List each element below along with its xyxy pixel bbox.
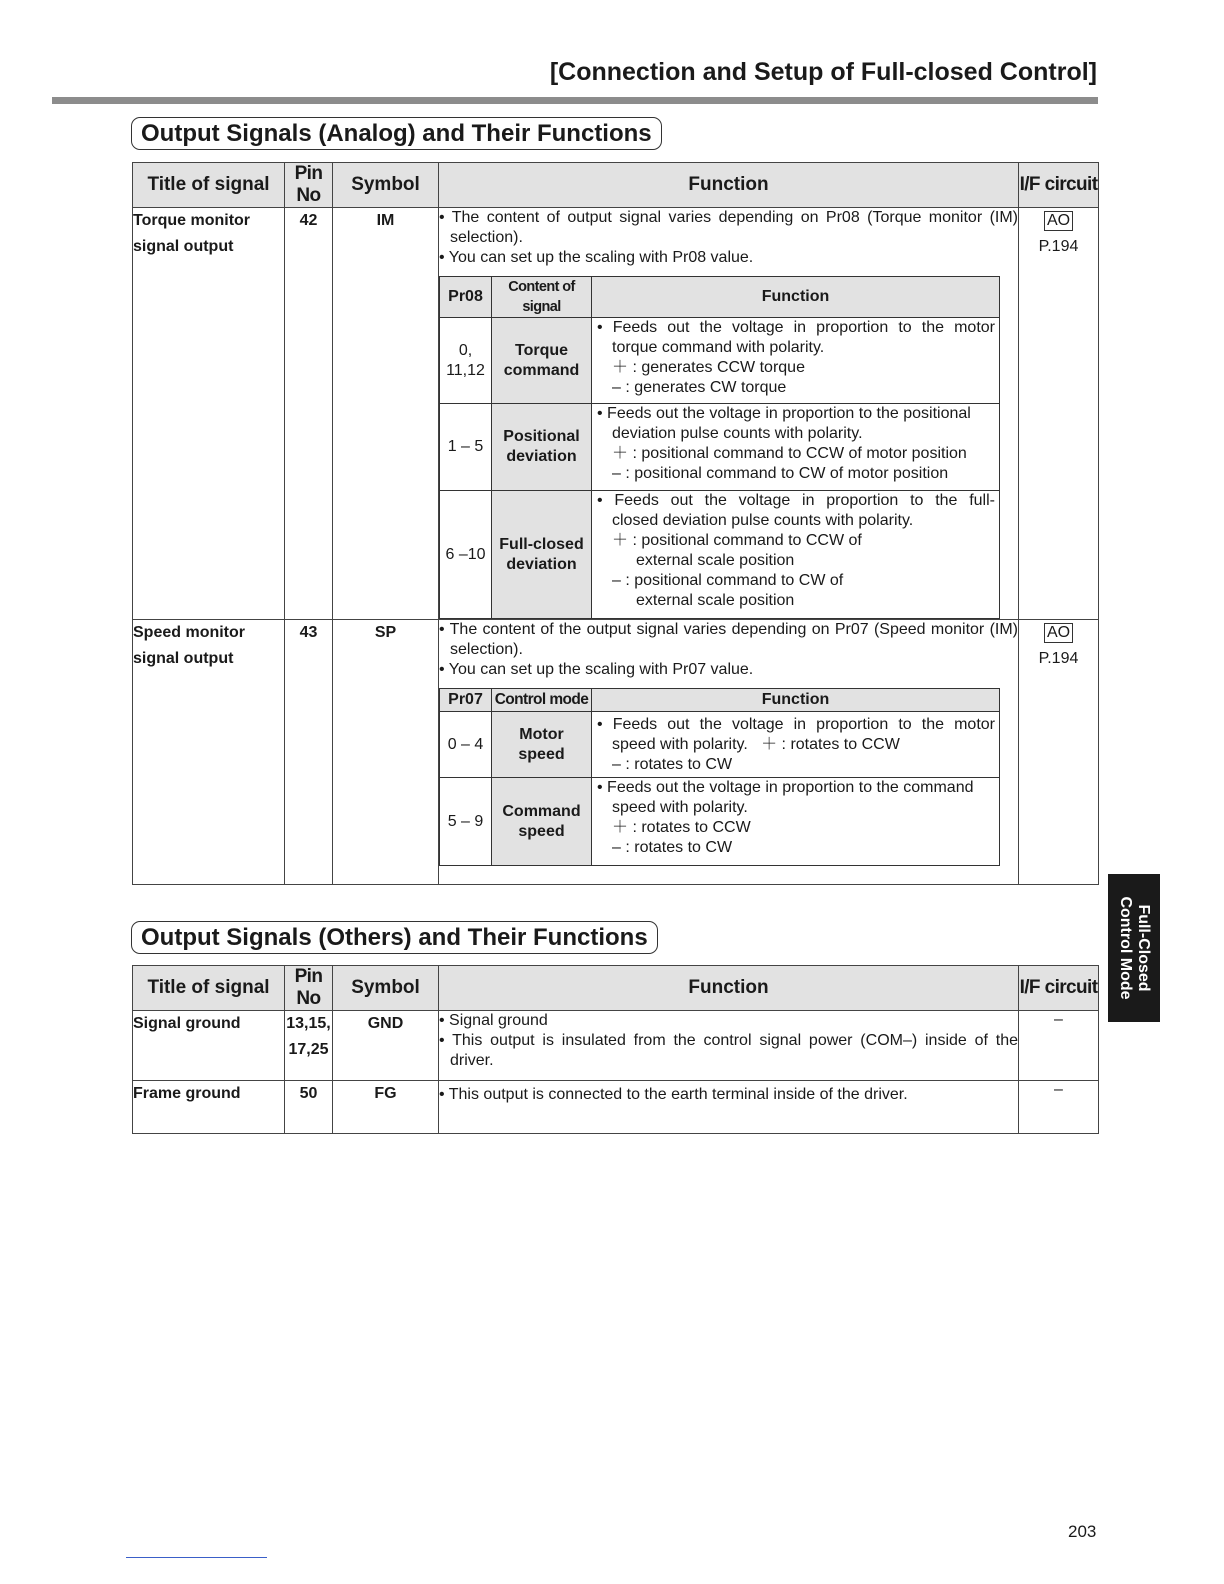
sub-code: 1 – 5 [440, 404, 492, 491]
function-bullet: • This output is insulated from the control signal power (COM–) inside of the driver. [439, 1032, 1018, 1069]
function-bullet: • This output is connected to the earth terminal inside of the driver. [439, 1086, 908, 1103]
header-rule [52, 97, 1098, 104]
col-symbol: Symbol [333, 966, 439, 1011]
page-header-title: [Connection and Setup of Full-closed Control] [549, 58, 1097, 86]
subtable-row [440, 491, 1000, 619]
col-function: Function [439, 163, 1019, 208]
others-section-title: Output Signals (Others) and Their Functions [131, 921, 658, 954]
sub-content-line: Full-closed [499, 535, 584, 553]
sub-content [492, 404, 592, 491]
sub-function-line: speed with polarity. ＋ : rotates to CCW [612, 736, 900, 753]
if-circuit-page-ref: P.194 [1038, 238, 1079, 255]
pin-number: 50 [285, 1081, 333, 1134]
function-bullet: • Signal ground [439, 1012, 548, 1029]
if-circuit: – [1019, 1011, 1099, 1081]
function-description [439, 208, 1019, 620]
sub-function-line: • Feeds out the voltage in proportion to the command [597, 779, 974, 796]
signal-symbol: SP [333, 620, 439, 885]
sub-function-line: ＋ : positional command to CCW of [612, 532, 862, 549]
sub-function [592, 491, 1000, 619]
sub-code: 5 – 9 [440, 778, 492, 866]
sub-function-line: – : positional command to CW of motor position [612, 465, 949, 482]
function-description [439, 1081, 1019, 1134]
sub-function-line: torque command with polarity. [612, 339, 825, 356]
sub-content [492, 712, 592, 778]
sub-function [592, 404, 1000, 491]
if-circuit [1019, 208, 1099, 620]
pr08-subtable [439, 276, 1000, 619]
sub-code-line: 11,12 [446, 361, 485, 379]
subcol-function: Function [592, 277, 1000, 318]
signal-title-line: signal output [133, 650, 234, 667]
pin-number-line: 17,25 [288, 1041, 329, 1058]
sub-function-line: • Feeds out the voltage in proportion to the positional [597, 405, 971, 422]
subtable-row [440, 318, 1000, 404]
signal-title-line: Torque monitor [133, 212, 251, 229]
col-title-of-signal: Title of signal [133, 163, 285, 208]
sub-function-line: external scale position [636, 552, 795, 569]
sub-content [492, 778, 592, 866]
sub-content-line: speed [518, 822, 565, 840]
subtable-header [440, 277, 1000, 318]
subcol-function: Function [592, 689, 1000, 712]
pin-number [285, 1011, 333, 1081]
table-row-speed-monitor [133, 620, 1099, 885]
sub-function [592, 778, 1000, 866]
pr07-subtable [439, 688, 1000, 866]
if-circuit-page-ref: P.194 [1038, 650, 1079, 667]
if-circuit: – [1019, 1081, 1099, 1134]
page-number: 203 [1068, 1522, 1097, 1541]
sub-code: 6 –10 [440, 491, 492, 619]
chapter-side-tab[interactable] [1108, 874, 1160, 1022]
sub-function-line: deviation pulse counts with polarity. [612, 425, 863, 442]
sub-code [440, 318, 492, 404]
subcol-code: Pr07 [440, 689, 492, 712]
col-pin-no: Pin No [285, 163, 333, 208]
signal-title [133, 208, 285, 620]
sub-code-line: 0, [458, 341, 473, 359]
col-if-circuit: I/F circuit [1019, 163, 1099, 208]
footer-link-underline[interactable] [126, 1557, 267, 1558]
sub-function-line: ＋ : generates CCW torque [612, 359, 805, 376]
if-circuit [1019, 620, 1099, 885]
sub-content-line: deviation [506, 448, 577, 465]
sub-content-line: Torque [514, 341, 569, 359]
subtable-row [440, 778, 1000, 866]
sub-function-line: external scale position [636, 592, 795, 609]
subcol-content: Control mode [492, 689, 592, 712]
analog-section-title: Output Signals (Analog) and Their Functions [131, 117, 662, 150]
signal-title [133, 620, 285, 885]
side-tab-line: Control Mode [1117, 896, 1134, 1000]
sub-function-line: closed deviation pulse counts with polarity. [612, 512, 914, 529]
analog-table-header [133, 163, 1099, 208]
col-function: Function [439, 966, 1019, 1011]
table-row-frame-ground [133, 1081, 1099, 1134]
sub-content [492, 318, 592, 404]
sub-function-line: • Feeds out the voltage in proportion to the motor [597, 319, 995, 336]
pin-number: 42 [285, 208, 333, 620]
function-description [439, 620, 1019, 885]
sub-content-line: deviation [506, 555, 577, 573]
sub-content-line: Positional [503, 428, 580, 445]
function-bullet: • The content of the output signal varies depending on Pr07 (Speed monitor (IM) selection). [439, 621, 1018, 658]
function-bullet: • You can set up the scaling with Pr07 value. [439, 661, 754, 678]
chapter-side-tab-label [1116, 896, 1152, 999]
subtable-row [440, 712, 1000, 778]
signal-symbol: FG [333, 1081, 439, 1134]
signal-symbol: GND [333, 1011, 439, 1081]
sub-function-line: – : rotates to CW [612, 839, 733, 856]
other-signals-table [132, 965, 1099, 1134]
ao-circuit-box: AO [1044, 211, 1073, 231]
col-symbol: Symbol [333, 163, 439, 208]
function-bullet: • You can set up the scaling with Pr08 value. [439, 249, 754, 266]
sub-function-line: ＋ : positional command to CCW of motor position [612, 445, 967, 462]
subcol-content: Content of signal [492, 277, 592, 318]
subtable-row [440, 404, 1000, 491]
table-row-torque-monitor [133, 208, 1099, 620]
table-row-signal-ground [133, 1011, 1099, 1081]
subcol-code: Pr08 [440, 277, 492, 318]
sub-content-line: Command [502, 802, 581, 820]
subtable-header [440, 689, 1000, 712]
sub-function-line: ＋ : rotates to CCW [612, 819, 751, 836]
sub-function-line: • Feeds out the voltage in proportion to the motor [597, 716, 995, 733]
sub-function [592, 318, 1000, 404]
function-description [439, 1011, 1019, 1081]
sub-function-line: • Feeds out the voltage in proportion to the full- [597, 492, 995, 509]
signal-title: Signal ground [133, 1011, 285, 1081]
analog-signals-table [132, 162, 1099, 885]
col-title-of-signal: Title of signal [133, 966, 285, 1011]
ao-circuit-box: AO [1044, 623, 1073, 643]
col-pin-no: Pin No [285, 966, 333, 1011]
sub-content-line: Motor [519, 725, 564, 743]
pin-number: 43 [285, 620, 333, 885]
sub-content-line: speed [518, 745, 565, 763]
function-bullet: • The content of output signal varies depending on Pr08 (Torque monitor (IM) selection). [439, 209, 1018, 246]
side-tab-line: Full-Closed [1135, 904, 1152, 992]
pin-number-line: 13,15, [286, 1015, 331, 1032]
sub-function-line: – : generates CW torque [612, 379, 787, 396]
sub-function-line: – : positional command to CW of [612, 572, 844, 589]
sub-content-line: command [503, 361, 580, 379]
signal-title-line: signal output [133, 238, 234, 255]
sub-function-line: – : rotates to CW [612, 756, 733, 773]
sub-content [492, 491, 592, 619]
signal-title: Frame ground [133, 1081, 285, 1134]
sub-code: 0 – 4 [440, 712, 492, 778]
sub-function [592, 712, 1000, 778]
sub-function-line: speed with polarity. [612, 799, 748, 816]
signal-symbol: IM [333, 208, 439, 620]
col-if-circuit: I/F circuit [1019, 966, 1099, 1011]
signal-title-line: Speed monitor [133, 624, 246, 641]
others-table-header [133, 966, 1099, 1011]
